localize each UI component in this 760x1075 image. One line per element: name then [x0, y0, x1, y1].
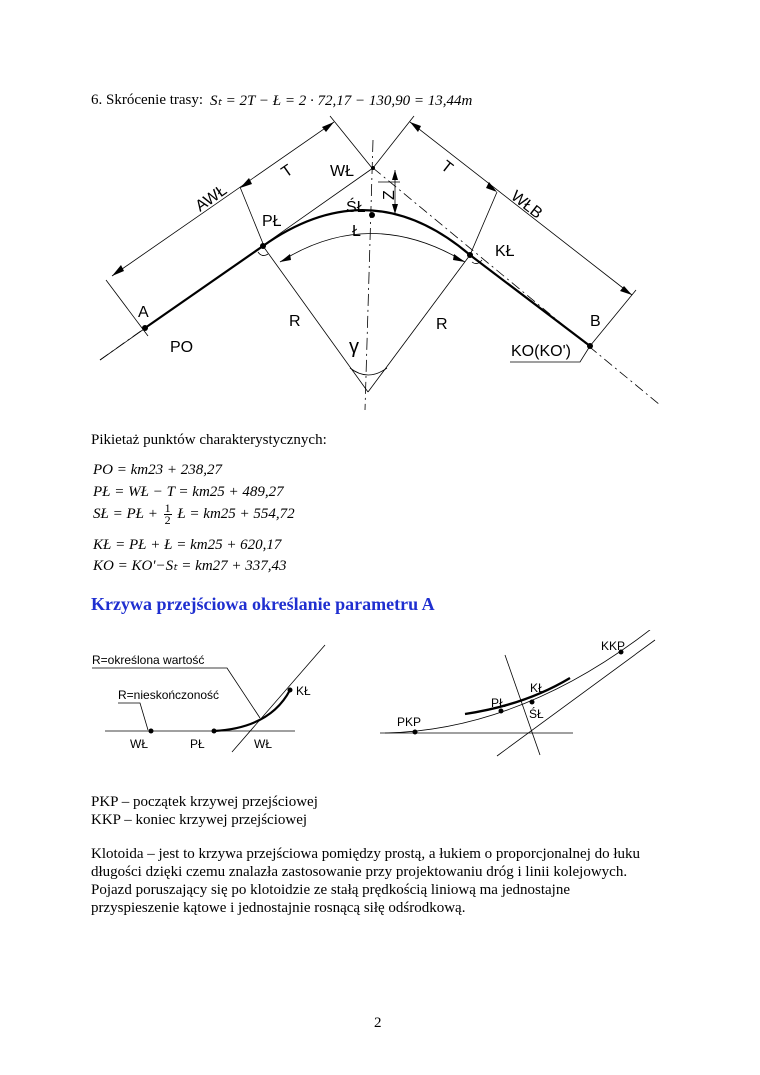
label-KKP: KKP: [601, 639, 626, 653]
tangent-line-right: [497, 640, 655, 756]
label-A: A: [138, 304, 149, 321]
label-PKP: PKP: [397, 715, 422, 729]
paragraph-line-2: długości dzięki czemu znalazła zastosowanie przy projektowaniu dróg i linii kolejowych.: [91, 864, 628, 880]
fraction-numerator: 1: [164, 501, 171, 515]
label-KO: KO(KO'): [511, 343, 571, 360]
page-number: 2: [374, 1015, 382, 1031]
formula-KL-expr: = PŁ + Ł = km25 + 620,17: [115, 537, 282, 553]
label-KL: KŁ: [296, 684, 311, 698]
fraction-half: [164, 503, 172, 526]
label-KL: KŁ: [495, 243, 515, 260]
radius-transition-diagram: [80, 640, 340, 765]
label-WL: WŁ: [330, 163, 354, 180]
pikietaz-heading: Pikietaż punktów charakterystycznych:: [91, 432, 327, 448]
label-Z: Z: [381, 190, 398, 200]
point-A: [142, 325, 148, 331]
label-PL: PŁ: [262, 213, 282, 230]
label-PO: PO: [170, 339, 194, 356]
formula-KL-lhs: KŁ: [93, 537, 112, 553]
point-PL: [212, 729, 217, 734]
formula-PO: [93, 461, 222, 479]
formula-SL-pre: = PŁ +: [112, 505, 158, 522]
point-KL: [288, 688, 293, 693]
label-WL-left: WŁ: [130, 737, 148, 751]
section-title: Krzywa przejściowa określanie parametru A: [91, 594, 435, 614]
formula-PL-expr: = WŁ − T = km25 + 489,27: [114, 484, 284, 500]
label-SL: ŚŁ: [346, 199, 366, 216]
point-KL: [467, 252, 473, 258]
radius-right: [368, 255, 470, 392]
label-WL-right: WŁ: [254, 737, 272, 751]
definition-kkp: KKP – koniec krzywej przejściowej: [91, 812, 308, 828]
point-PL: [260, 243, 266, 249]
label-R-left: R: [289, 313, 301, 330]
point-WL: [371, 166, 375, 170]
formula-KO-expr: = KO'−Sₜ = km27 + 337,43: [117, 558, 287, 574]
formula-PL: [93, 483, 284, 501]
straight-KL-B: [470, 255, 590, 346]
label-PL: PŁ: [190, 737, 205, 751]
definition-pkp: PKP – początek krzywej przejściowej: [91, 794, 318, 810]
formula-PL-lhs: PŁ: [93, 484, 111, 500]
label-B: B: [590, 313, 601, 330]
label-L: Ł: [352, 223, 361, 240]
section-6-formula: Sₜ = 2T − Ł = 2 · 72,17 − 130,90 = 13,44m: [210, 93, 473, 109]
point-PKP: [413, 730, 418, 735]
paragraph-line-4: przyspieszenie kątowe i jednostajnie rosnącą siłę odśrodkową.: [91, 900, 466, 916]
label-WLB: WŁB: [507, 187, 546, 223]
point-B: [587, 343, 593, 349]
paragraph-line-3: Pojazd poruszający się po klotoidzie ze stałą prędkością liniową ma jednostajne: [91, 882, 571, 898]
point-WL-left: [149, 729, 154, 734]
label-R-defined: R=określona wartość: [92, 653, 205, 667]
transition-curve: [214, 690, 290, 731]
formula-KL: [93, 536, 281, 554]
curve-geometry-diagram: [0, 0, 760, 420]
label-AWL: AWŁ: [192, 181, 231, 216]
label-KL: KŁ: [530, 681, 545, 695]
label-R-infinite: R=nieskończoność: [118, 688, 220, 702]
formula-SL-lhs: SŁ: [93, 505, 109, 522]
label-SL: ŚŁ: [529, 707, 544, 721]
paragraph-line-1: Klotoida – jest to krzywa przejściowa pomiędzy prostą, a łukiem o proporcjonalnej do łuku: [91, 846, 641, 862]
section-6-label: 6. Skrócenie trasy:: [91, 92, 204, 108]
formula-PO-expr: = km23 + 238,27: [116, 462, 222, 478]
formula-PO-lhs: PO: [93, 462, 113, 478]
point-SL: [369, 212, 375, 218]
label-T-left: T: [278, 161, 297, 182]
formula-KO: [93, 557, 287, 575]
formula-KO-lhs: KO: [93, 558, 114, 574]
label-gamma: γ: [349, 336, 359, 358]
label-R-right: R: [436, 316, 448, 333]
fraction-denominator: 2: [164, 513, 171, 527]
circular-arc-thick: [465, 678, 570, 714]
arc-length-dimension: [280, 234, 465, 263]
label-PL: PŁ: [491, 696, 506, 710]
label-T-right: T: [437, 157, 456, 178]
formula-SL-post: Ł = km25 + 554,72: [177, 505, 295, 522]
point-KL: [530, 700, 535, 705]
clothoid-diagram: [375, 630, 665, 765]
tangent-line: [232, 645, 325, 752]
formula-SL: [93, 503, 295, 526]
straight-A-PL: [145, 246, 263, 328]
bisector-axis: [365, 140, 373, 410]
